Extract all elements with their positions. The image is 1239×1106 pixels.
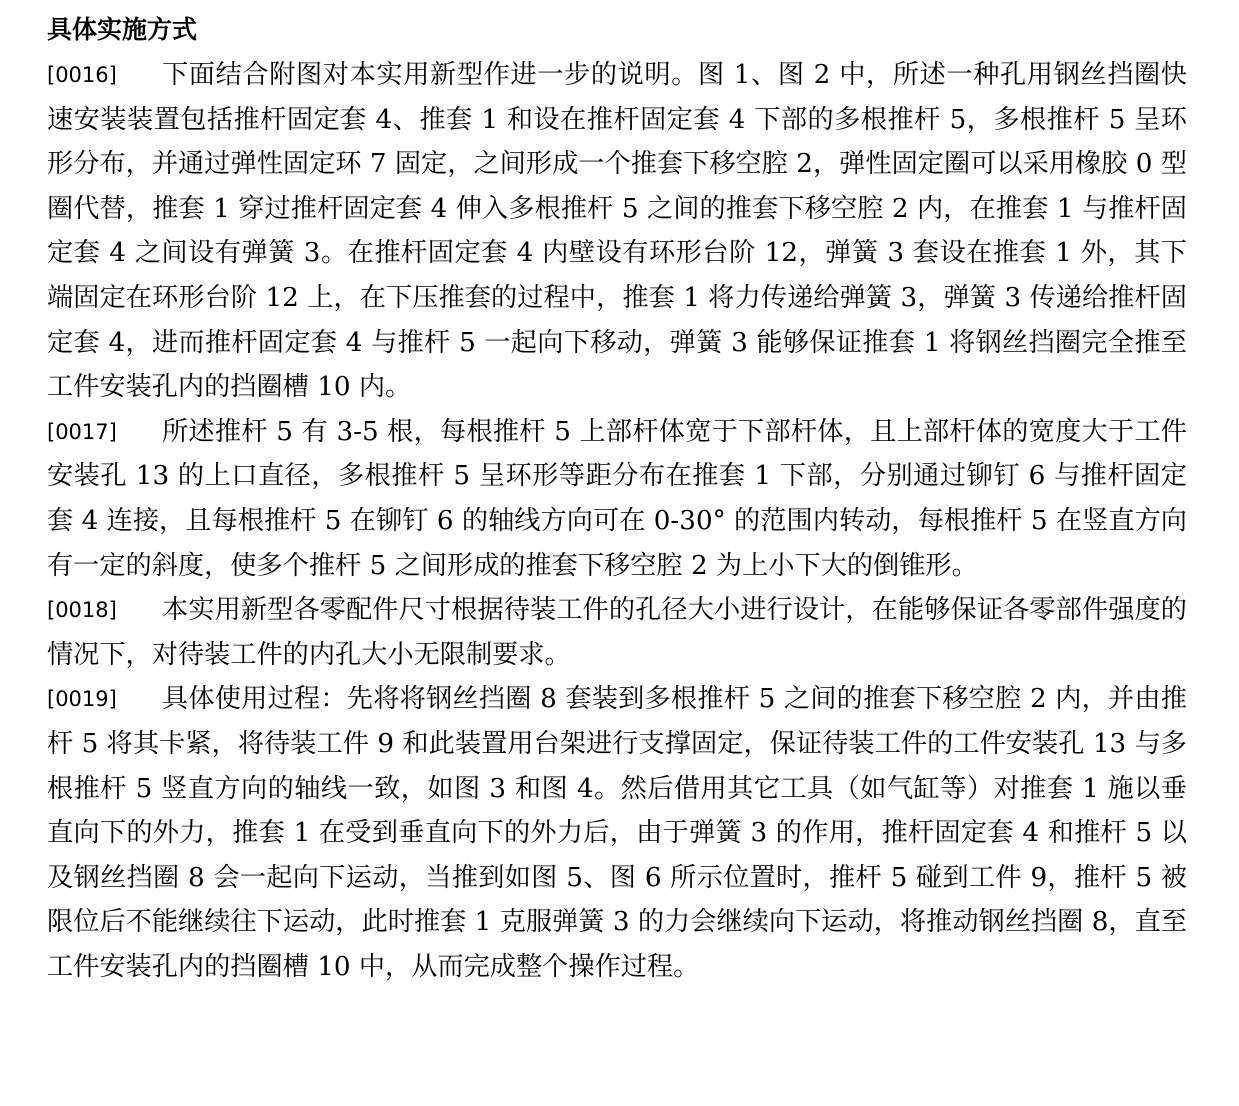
paragraph-text: 具体使用过程：先将将钢丝挡圈 8 套装到多根推杆 5 之间的推套下移空腔 2 内，并由推杆 5 将其卡紧，将待装工件 9 和此装置用台架进行支撑固定，保证待装工件的工件安装孔 13 与多根推杆 5 竖直方向的轴线一致，如图 3 和图 4。然后借用其它工具（如气缸等）对推套 1 施以垂直向下的外力，推套 1 在受到垂直向下的外力后，由于弹簧 3 的作用，推杆固定套 4 和推杆 5 以及钢丝挡圈 8 会一起向下运动，当推到如图 5、图 6 所示位置时，推杆 5 碰到工件 9，推杆 5 被限位后不能继续往下运动，此时推套 1 克服弹簧 3 的力会继续向下运动，将推动钢丝挡圈 8，直至工件安装孔内的挡圈槽 10 中，从而完成整个操作过程。 xyxy=(47,684,1187,982)
paragraph-0018 xyxy=(47,588,1187,677)
paragraph-text: 下面结合附图对本实用新型作进一步的说明。图 1、图 2 中，所述一种孔用钢丝挡圈快速安装装置包括推杆固定套 4、推套 1 和设在推杆固定套 4 下部的多根推杆 5，多根推杆 5 呈环形分布，并通过弹性固定环 7 固定，之间形成一个推套下移空腔 2，弹性固定圈可以采用橡胶 0 型圈代替，推套 1 穿过推杆固定套 4 伸入多根推杆 5 之间的推套下移空腔 2 内，在推套 1 与推杆固定套 4 之间设有弹簧 3。在推杆固定套 4 内壁设有环形台阶 12，弹簧 3 套设在推套 1 外，其下端固定在环形台阶 12 上，在下压推套的过程中，推套 1 将力传递给弹簧 3，弹簧 3 传递给推杆固定套 4，进而推杆固定套 4 与推杆 5 一起向下移动，弹簧 3 能够保证推套 1 将钢丝挡圈完全推至工件安装孔内的挡圈槽 10 内。 xyxy=(47,60,1187,403)
paragraph-text: 所述推杆 5 有 3-5 根，每根推杆 5 上部杆体宽于下部杆体，且上部杆体的宽度大于工件安装孔 13 的上口直径，多根推杆 5 呈环形等距分布在推套 1 下部，分别通过铆钉 6 与推杆固定套 4 连接，且每根推杆 5 在铆钉 6 的轴线方向可在 0-30° 的范围内转动，每根推杆 5 在竖直方向有一定的斜度，使多个推杆 5 之间形成的推套下移空腔 2 为上小下大的倒锥形。 xyxy=(47,416,1187,581)
paragraph-number: [0017] xyxy=(47,419,117,444)
paragraph-number: [0016] xyxy=(47,63,117,87)
paragraph-text: 本实用新型各零配件尺寸根据待装工件的孔径大小进行设计，在能够保证各零部件强度的情况下，对待装工件的内孔大小无限制要求。 xyxy=(47,595,1187,670)
paragraph-number: [0018] xyxy=(47,598,117,623)
paragraph-0017 xyxy=(47,410,1187,588)
paragraph-0016 xyxy=(47,53,1187,410)
section-title: 具体实施方式 xyxy=(47,15,198,44)
paragraph-number: [0019] xyxy=(47,687,117,712)
document-page xyxy=(47,0,1187,989)
paragraph-0019 xyxy=(47,677,1187,989)
